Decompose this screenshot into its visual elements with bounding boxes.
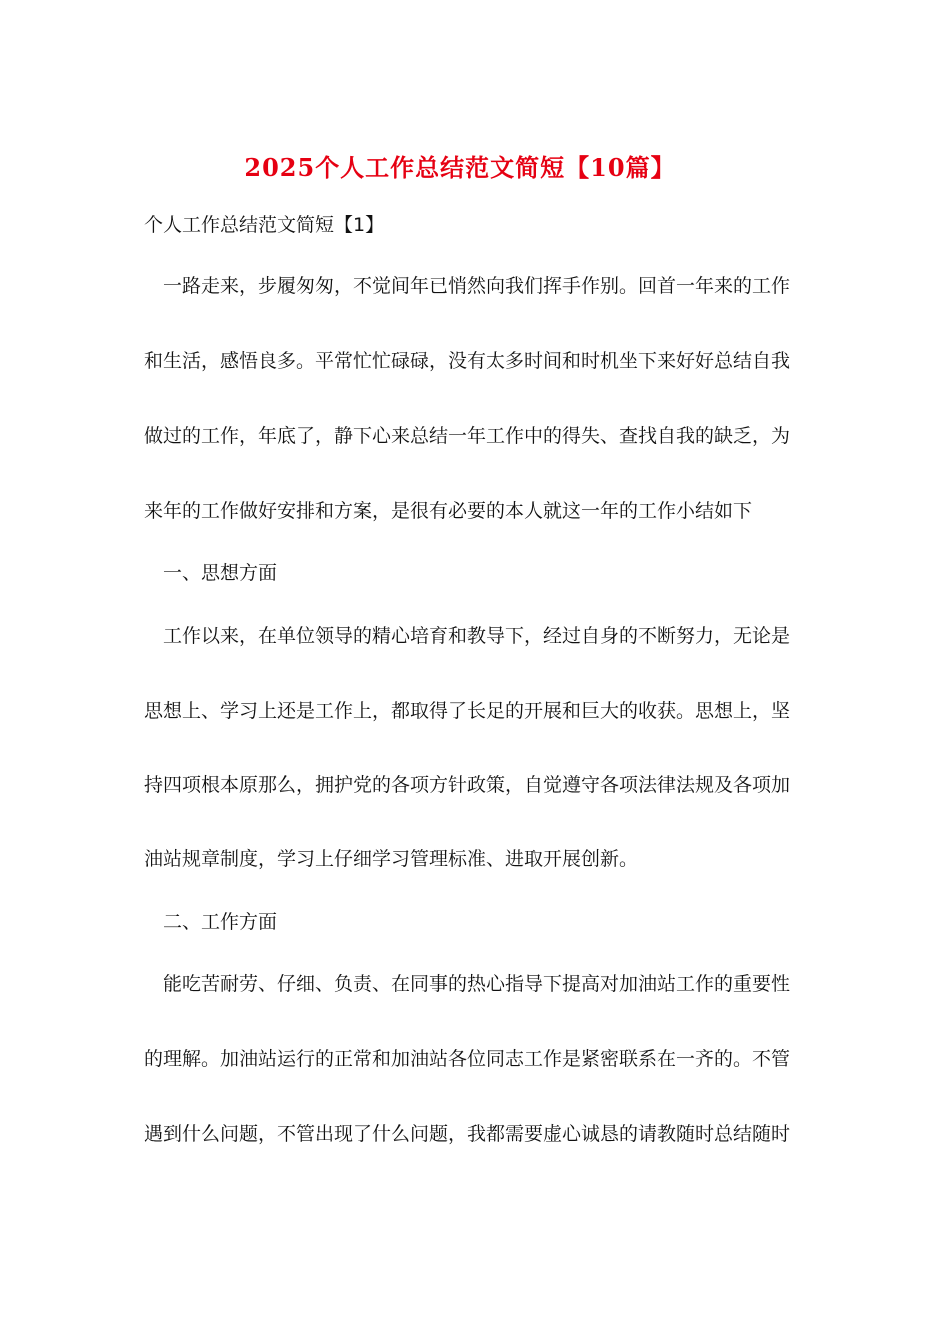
paragraph-line: 能吃苦耐劳、仔细、负责、在同事的热心指导下提高对加油站工作的重要性 bbox=[163, 973, 791, 995]
paragraph-line: 的理解。加油站运行的正常和加油站各位同志工作是紧密联系在一齐的。不管 bbox=[144, 1048, 791, 1070]
paragraph-line: 做过的工作，年底了，静下心来总结一年工作中的得失、查找自我的缺乏，为 bbox=[144, 425, 791, 447]
section-heading: 一、思想方面 bbox=[163, 562, 278, 584]
document-title: 2025个人工作总结范文简短【10篇】 bbox=[244, 153, 676, 182]
section-heading: 二、工作方面 bbox=[163, 911, 278, 933]
section-heading: 个人工作总结范文简短【1】 bbox=[144, 214, 385, 236]
paragraph-line: 持四项根本原那么，拥护党的各项方针政策，自觉遵守各项法律法规及各项加 bbox=[144, 774, 791, 796]
paragraph-line: 油站规章制度，学习上仔细学习管理标准、进取开展创新。 bbox=[144, 848, 639, 870]
paragraph-line: 来年的工作做好安排和方案，是很有必要的本人就这一年的工作小结如下 bbox=[144, 500, 753, 522]
paragraph-line: 工作以来，在单位领导的精心培育和教导下，经过自身的不断努力，无论是 bbox=[163, 625, 791, 647]
paragraph-line: 一路走来，步履匆匆，不觉间年已悄然向我们挥手作别。回首一年来的工作 bbox=[163, 275, 791, 297]
paragraph-line: 和生活，感悟良多。平常忙忙碌碌，没有太多时间和时机坐下来好好总结自我 bbox=[144, 350, 791, 372]
paragraph-line: 遇到什么问题，不管出现了什么问题，我都需要虚心诚恳的请教随时总结随时 bbox=[144, 1123, 791, 1145]
paragraph-line: 思想上、学习上还是工作上，都取得了长足的开展和巨大的收获。思想上，坚 bbox=[144, 700, 791, 722]
